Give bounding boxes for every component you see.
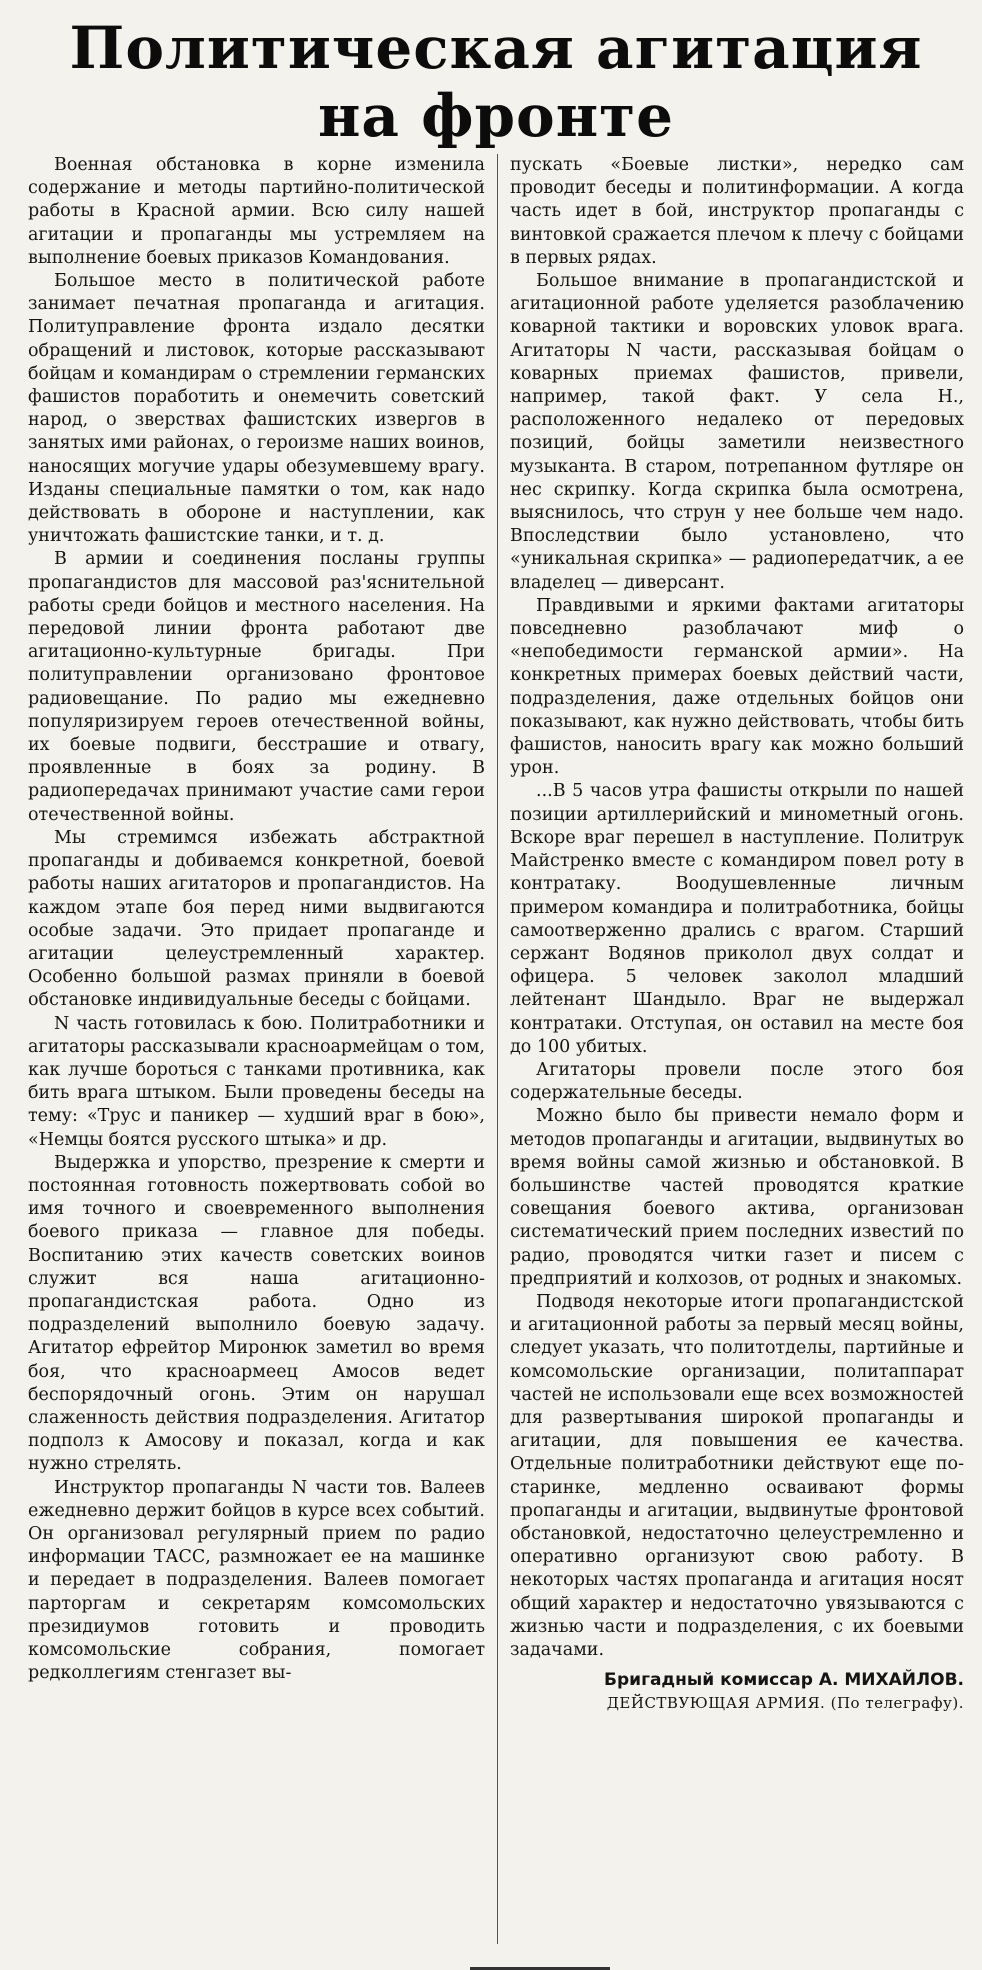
paragraph: Подводя некоторые итоги пропагандистской и агитационной работы за первый месяц войны, следует указать, что политотделы, партийные и комсомольские организации, политаппарат частей не использовали еще всех возможностей для развертывания широкой пропаганды и агитации, для повышения ее качества. Отдельные политработники действуют еще по-старинке, медленно осваивают формы пропаганды и агитации, выдвинутые фронтовой обстановкой, недостаточно целеустремленно и оперативно организуют свою работу. В некоторых частях пропаганда и агитация носят общий характер и недостаточно увязываются с жизнью части и подразделения, с их боевыми задачами. [510, 1291, 964, 1660]
paragraph: Большое внимание в пропагандистской и агитационной работе уделяется разоблачению коварной тактики и воровских уловок врага. Агитаторы N части, рассказывая бойцам о коварных приемах фашистов, привели, например, такой факт. У села Н., расположенного недалеко от передовых позиций, бойцы заметили неизвестного музыканта. В старом, потрепанном футляре он нес скрипку. Когда скрипка была осмотрена, выяснилось, что струн у нее больше чем надо. Впоследствии было установлено, что «уникальная скрипка» — радиопередатчик, а ее владелец — диверсант. [510, 271, 964, 593]
author-signature: Бригадный комиссар А. МИХАЙЛОВ. [604, 1670, 964, 1691]
article-columns [28, 154, 964, 1944]
paragraph: Выдержка и упорство, презрение к смерти и постоянная готовность пожертвовать собой во имя точного и своевременного выполнения боевого приказа — главное для победы. Воспитанию этих качеств советских воинов служит вся наша агитационно-пропагандистская работа. Одно из подразделений выполнило боевую задачу. Агитатор ефрейтор Миронюк заметил во время боя, что красноармеец Амосов ведет беспорядочный огонь. Этим он нарушал слаженность действия подразделения. Агитатор подполз к Амосову и показал, когда и как нужно стрелять. [28, 1152, 485, 1475]
paragraph: Военная обстановка в корне изменила содержание и методы партийно-политической работы в Красной армии. Всю силу нашей агитации и пропаганды мы устремляем на выполнение боевых приказов Командования. [28, 155, 485, 268]
paragraph: Инструктор пропаганды N части тов. Валеев ежедневно держит бойцов в курсе всех событий. Он организовал регулярный прием по радио информации ТАСС, размножает ее на машинке и передает в подразделения. Валеев помогает парторгам и секретарям комсомольских президиумов готовить и проводить комсомольские собрания, помогает редколлегиям стенгазет вы- [28, 1477, 485, 1684]
paragraph: В армии и соединения посланы группы пропагандистов для массовой раз'яснительной работы среди бойцов и местного населения. На передовой линии фронта работают две агитационно-культурные бригады. При политуправлении организовано фронтовое радиовещание. По радио мы ежедневно популяризируем героев отечественной войны, их боевые подвиги, бесстрашие и отвагу, проявленные в боях за родину. В радиопередачах принимают участие сами герои отечественной войны. [28, 549, 485, 825]
title-line-2: на фронте [317, 82, 675, 150]
paragraph: Большое место в политической работе занимает печатная пропаганда и агитация. Политуправление фронта издало десятки обращений и листовок, которые рассказывают бойцам и командирам о стремлении германских фашистов поработить и онемечить советский народ, о зверствах фашистских извергов в занятых ими районах, о героизме наших воинов, наносящих могучие удары обезумевшему врагу. Изданы специальные памятки о том, как надо действовать в обороне и наступлении, как уничтожать фашистские танки, и т. д. [28, 271, 485, 547]
paragraph: Агитаторы провели после этого боя содержательные беседы. [510, 1059, 964, 1104]
paragraph: ...В 5 часов утра фашисты открыли по нашей позиции артиллерийский и минометный огонь. Вскоре враг перешел в наступление. Политрук Майстренко вместе с командиром повел роту в контратаку. Воодушевленные личным примером командира и политработника, бойцы самоотверженно дрались с врагом. Старший сержант Водянов приколол двух солдат и офицера. 5 человек заколол младший лейтенант Шандыло. Враг не выдержал контратаки. Отступая, он оставил на месте боя до 100 убитых. [510, 781, 964, 1057]
newspaper-page [0, 14, 982, 1970]
paragraph: N часть готовилась к бою. Политработники и агитаторы рассказывали красноармейцам о том, как лучше бороться с танками противника, как бить врага штыком. Были проведены беседы на тему: «Трус и паникер — худший враг в бою», «Немцы боятся русского штыка» и др. [28, 1013, 485, 1150]
paragraph: Мы стремимся избежать абстрактной пропаганды и добиваемся конкретной, боевой работы наших агитаторов и пропагандистов. На каждом этапе боя перед ними выдвигаются особые задачи. Это придает пропаганде и агитации целеустремленный характер. Особенно большой размах приняли в боевой обстановке индивидуальные беседы с бойцами. [28, 827, 485, 1011]
paragraph: Правдивыми и яркими фактами агитаторы повседневно разоблачают миф о «непобедимости германской армии». На конкретных примерах боевых действий части, подразделения, даже отдельных бойцов они показывают, как нужно действовать, чтобы бить фашистов, наносить врагу как можно больший урон. [510, 595, 964, 779]
dateline: ДЕЙСТВУЮЩАЯ АРМИЯ. (По телеграфу). [606, 1694, 964, 1713]
paragraph: Можно было бы привести немало форм и методов пропаганды и агитации, выдвинутых во время войны самой жизнью и обстановкой. В большинстве частей проводятся краткие совещания боевого актива, организован систематический прием последних известий по радио, проводятся читки газет и писем с предприятий и колхозов, от родных и знакомых. [510, 1106, 964, 1289]
article-title [28, 14, 964, 154]
left-column [28, 154, 498, 1944]
title-line-1: Политическая агитация [69, 14, 923, 82]
paragraph-continued: пускать «Боевые листки», нередко сам проводит беседы и политинформации. А когда часть идет в бой, инструктор пропаганды с винтовкой сражается плечом к плечу с бойцами в первых рядах. [510, 155, 964, 268]
right-column [498, 154, 964, 1944]
